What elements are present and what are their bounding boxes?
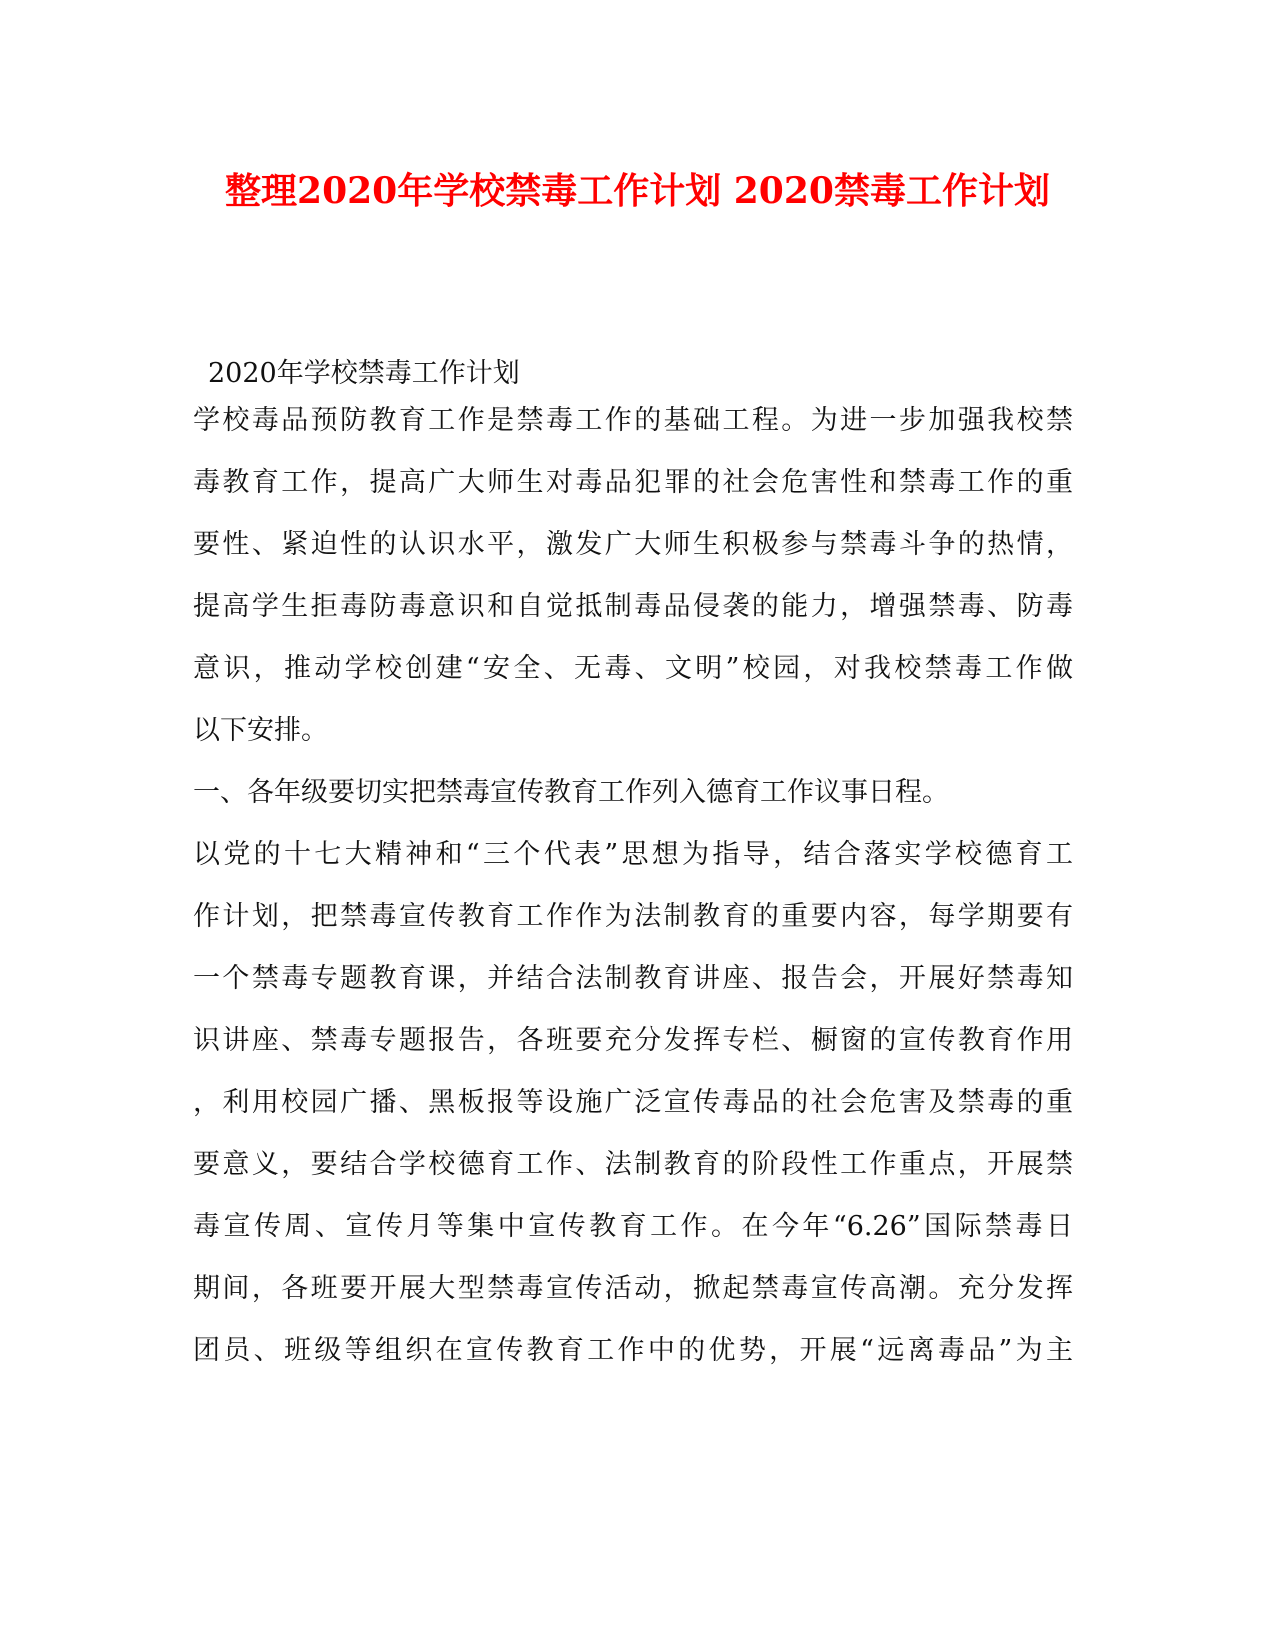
section-heading: 一、各年级要切实把禁毒宣传教育工作列入德育工作议事日程。: [193, 777, 949, 808]
body-line: 毒宣传周、宣传月等集中宣传教育工作。在今年“6.26”国际禁毒日: [193, 1211, 1073, 1242]
body-line: 意识，推动学校创建“安全、无毒、文明”校园，对我校禁毒工作做: [193, 653, 1073, 684]
document-title: 整理2020年学校禁毒工作计划 2020禁毒工作计划: [225, 170, 1050, 212]
body-line: 要意义，要结合学校德育工作、法制教育的阶段性工作重点，开展禁: [193, 1149, 1073, 1180]
body-line: 一个禁毒专题教育课，并结合法制教育讲座、报告会，开展好禁毒知: [193, 963, 1073, 994]
body-line: 以党的十七大精神和“三个代表”思想为指导，结合落实学校德育工: [193, 839, 1073, 870]
body-line: 作计划，把禁毒宣传教育工作作为法制教育的重要内容，每学期要有: [193, 901, 1073, 932]
body-line: 以下安排。: [193, 715, 328, 746]
body-line: 期间，各班要开展大型禁毒宣传活动，掀起禁毒宣传高潮。充分发挥: [193, 1273, 1073, 1304]
body-line: 毒教育工作，提高广大师生对毒品犯罪的社会危害性和禁毒工作的重: [193, 467, 1073, 498]
body-line: 要性、紧迫性的认识水平，激发广大师生积极参与禁毒斗争的热情，: [193, 529, 1073, 560]
body-line: 识讲座、禁毒专题报告，各班要充分发挥专栏、橱窗的宣传教育作用: [193, 1025, 1073, 1056]
body-line: 提高学生拒毒防毒意识和自觉抵制毒品侵袭的能力，增强禁毒、防毒: [193, 591, 1073, 622]
document-subtitle: 2020年学校禁毒工作计划: [208, 358, 520, 389]
body-line: 团员、班级等组织在宣传教育工作中的优势，开展“远离毒品”为主: [193, 1335, 1073, 1366]
body-line: 学校毒品预防教育工作是禁毒工作的基础工程。为进一步加强我校禁: [193, 405, 1073, 436]
body-line: ，利用校园广播、黑板报等设施广泛宣传毒品的社会危害及禁毒的重: [193, 1087, 1073, 1118]
